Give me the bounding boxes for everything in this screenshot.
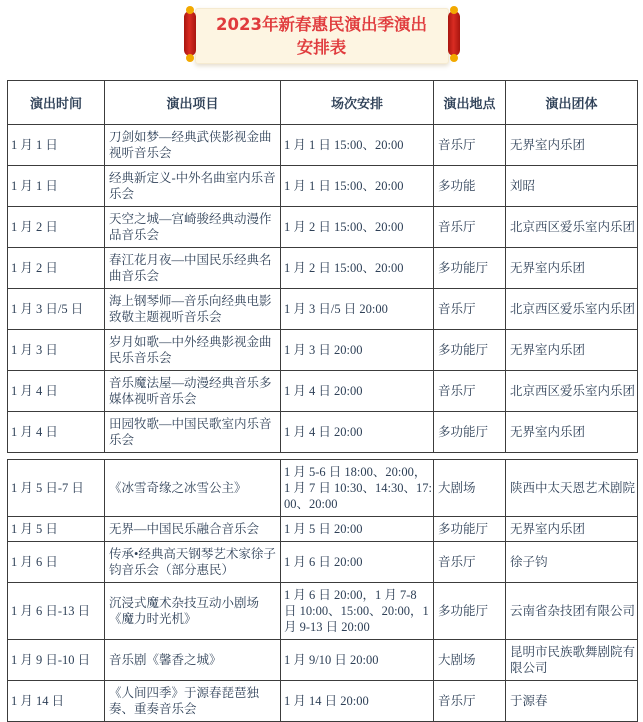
cell-venue: 音乐厅 xyxy=(434,371,506,412)
cell-schedule: 1 月 6 日 20:00 xyxy=(281,542,434,583)
table-row xyxy=(8,542,638,583)
cell-group: 刘昭 xyxy=(506,166,638,207)
cell-project: 春江花月夜—中国民乐经典名曲音乐会 xyxy=(105,248,281,289)
cell-time: 1 月 6 日 xyxy=(8,542,105,583)
table-row xyxy=(8,640,638,681)
cell-project: 音乐剧《馨香之城》 xyxy=(105,640,281,681)
cell-project: 传承•经典高天钢琴艺术家徐子钧音乐会（部分惠民） xyxy=(105,542,281,583)
schedule-table-section-1 xyxy=(7,80,638,453)
cell-time: 1 月 4 日 xyxy=(8,371,105,412)
cell-schedule: 1 月 5 日 20:00 xyxy=(281,517,434,542)
cell-project: 无界—中国民乐融合音乐会 xyxy=(105,517,281,542)
column-header: 演出团体 xyxy=(506,81,638,125)
cell-project: 岁月如歌—中外经典影视金曲民乐音乐会 xyxy=(105,330,281,371)
cell-time: 1 月 2 日 xyxy=(8,248,105,289)
cell-time: 1 月 1 日 xyxy=(8,166,105,207)
cell-group: 无界室内乐团 xyxy=(506,412,638,453)
cell-venue: 多功能厅 xyxy=(434,248,506,289)
cell-time: 1 月 9 日-10 日 xyxy=(8,640,105,681)
cell-schedule: 1 月 1 日 15:00、20:00 xyxy=(281,125,434,166)
column-header: 演出项目 xyxy=(105,81,281,125)
cell-group: 徐子钧 xyxy=(506,542,638,583)
cell-schedule: 1 月 2 日 15:00、20:00 xyxy=(281,248,434,289)
cell-schedule: 1 月 6 日 20:00，1 月 7-8 日 10:00、15:00、20:00，1 月 9-13 日 20:00 xyxy=(281,583,434,640)
cell-project: 天空之城—宫崎骏经典动漫作品音乐会 xyxy=(105,207,281,248)
header-row xyxy=(8,81,638,125)
cell-venue: 音乐厅 xyxy=(434,681,506,722)
cell-time: 1 月 2 日 xyxy=(8,207,105,248)
schedule-table-section-2 xyxy=(7,459,638,722)
cell-schedule: 1 月 4 日 20:00 xyxy=(281,371,434,412)
cell-group: 无界室内乐团 xyxy=(506,125,638,166)
cell-project: 田园牧歌—中国民歌室内乐音乐会 xyxy=(105,412,281,453)
cell-time: 1 月 5 日-7 日 xyxy=(8,460,105,517)
cell-group: 陕西中太天恩艺术剧院 xyxy=(506,460,638,517)
table-row xyxy=(8,289,638,330)
cell-project: 沉浸式魔术杂技互动小剧场《魔力时光机》 xyxy=(105,583,281,640)
page-title-line1: 2023年新春惠民演出季演出 xyxy=(216,15,427,34)
cell-time: 1 月 6 日-13 日 xyxy=(8,583,105,640)
cell-schedule: 1 月 5-6 日 18:00、20:00，1 月 7 日 10:30、14:30、17:00、20:00 xyxy=(281,460,434,517)
cell-project: 经典新定义-中外名曲室内乐音乐会 xyxy=(105,166,281,207)
cell-time: 1 月 5 日 xyxy=(8,517,105,542)
cell-time: 1 月 3 日/5 日 xyxy=(8,289,105,330)
page-title-line2: 安排表 xyxy=(296,38,347,57)
column-header: 演出时间 xyxy=(8,81,105,125)
cell-venue: 大剧场 xyxy=(434,460,506,517)
cell-group: 昆明市民族歌舞剧院有限公司 xyxy=(506,640,638,681)
cell-schedule: 1 月 9/10 日 20:00 xyxy=(281,640,434,681)
cell-venue: 多功能厅 xyxy=(434,330,506,371)
scroll-rod-right-icon xyxy=(448,11,460,56)
cell-schedule: 1 月 3 日 20:00 xyxy=(281,330,434,371)
cell-project: 《人间四季》于源春琵琶独奏、重奏音乐会 xyxy=(105,681,281,722)
table-row xyxy=(8,166,638,207)
cell-project: 音乐魔法屋—动漫经典音乐多媒体视听音乐会 xyxy=(105,371,281,412)
cell-venue: 多功能厅 xyxy=(434,412,506,453)
table-row xyxy=(8,207,638,248)
cell-venue: 音乐厅 xyxy=(434,289,506,330)
cell-group: 无界室内乐团 xyxy=(506,517,638,542)
cell-schedule: 1 月 3 日/5 日 20:00 xyxy=(281,289,434,330)
cell-venue: 多功能厅 xyxy=(434,517,506,542)
title-paper xyxy=(195,8,449,64)
cell-venue: 大剧场 xyxy=(434,640,506,681)
column-header: 场次安排 xyxy=(281,81,434,125)
table-row xyxy=(8,583,638,640)
table-row xyxy=(8,248,638,289)
table-row xyxy=(8,330,638,371)
cell-venue: 音乐厅 xyxy=(434,125,506,166)
cell-schedule: 1 月 2 日 15:00、20:00 xyxy=(281,207,434,248)
table-row xyxy=(8,412,638,453)
cell-venue: 音乐厅 xyxy=(434,207,506,248)
cell-group: 云南省杂技团有限公司 xyxy=(506,583,638,640)
cell-time: 1 月 4 日 xyxy=(8,412,105,453)
cell-project: 《冰雪奇缘之冰雪公主》 xyxy=(105,460,281,517)
cell-time: 1 月 14 日 xyxy=(8,681,105,722)
cell-group: 无界室内乐团 xyxy=(506,330,638,371)
table-row xyxy=(8,517,638,542)
cell-project: 海上钢琴师—音乐向经典电影致敬主题视听音乐会 xyxy=(105,289,281,330)
title-banner xyxy=(184,6,460,64)
cell-group: 北京西区爱乐室内乐团 xyxy=(506,207,638,248)
cell-time: 1 月 1 日 xyxy=(8,125,105,166)
cell-schedule: 1 月 1 日 15:00、20:00 xyxy=(281,166,434,207)
cell-group: 北京西区爱乐室内乐团 xyxy=(506,371,638,412)
cell-venue: 多功能 xyxy=(434,166,506,207)
cell-schedule: 1 月 14 日 20:00 xyxy=(281,681,434,722)
cell-project: 刀剑如梦—经典武侠影视金曲视听音乐会 xyxy=(105,125,281,166)
table-row xyxy=(8,681,638,722)
cell-venue: 多功能厅 xyxy=(434,583,506,640)
cell-group: 无界室内乐团 xyxy=(506,248,638,289)
cell-time: 1 月 3 日 xyxy=(8,330,105,371)
cell-group: 北京西区爱乐室内乐团 xyxy=(506,289,638,330)
column-header: 演出地点 xyxy=(434,81,506,125)
cell-schedule: 1 月 4 日 20:00 xyxy=(281,412,434,453)
table-row xyxy=(8,371,638,412)
cell-group: 于源春 xyxy=(506,681,638,722)
table-row xyxy=(8,460,638,517)
table-row xyxy=(8,125,638,166)
scroll-rod-left-icon xyxy=(184,11,196,56)
cell-venue: 音乐厅 xyxy=(434,542,506,583)
